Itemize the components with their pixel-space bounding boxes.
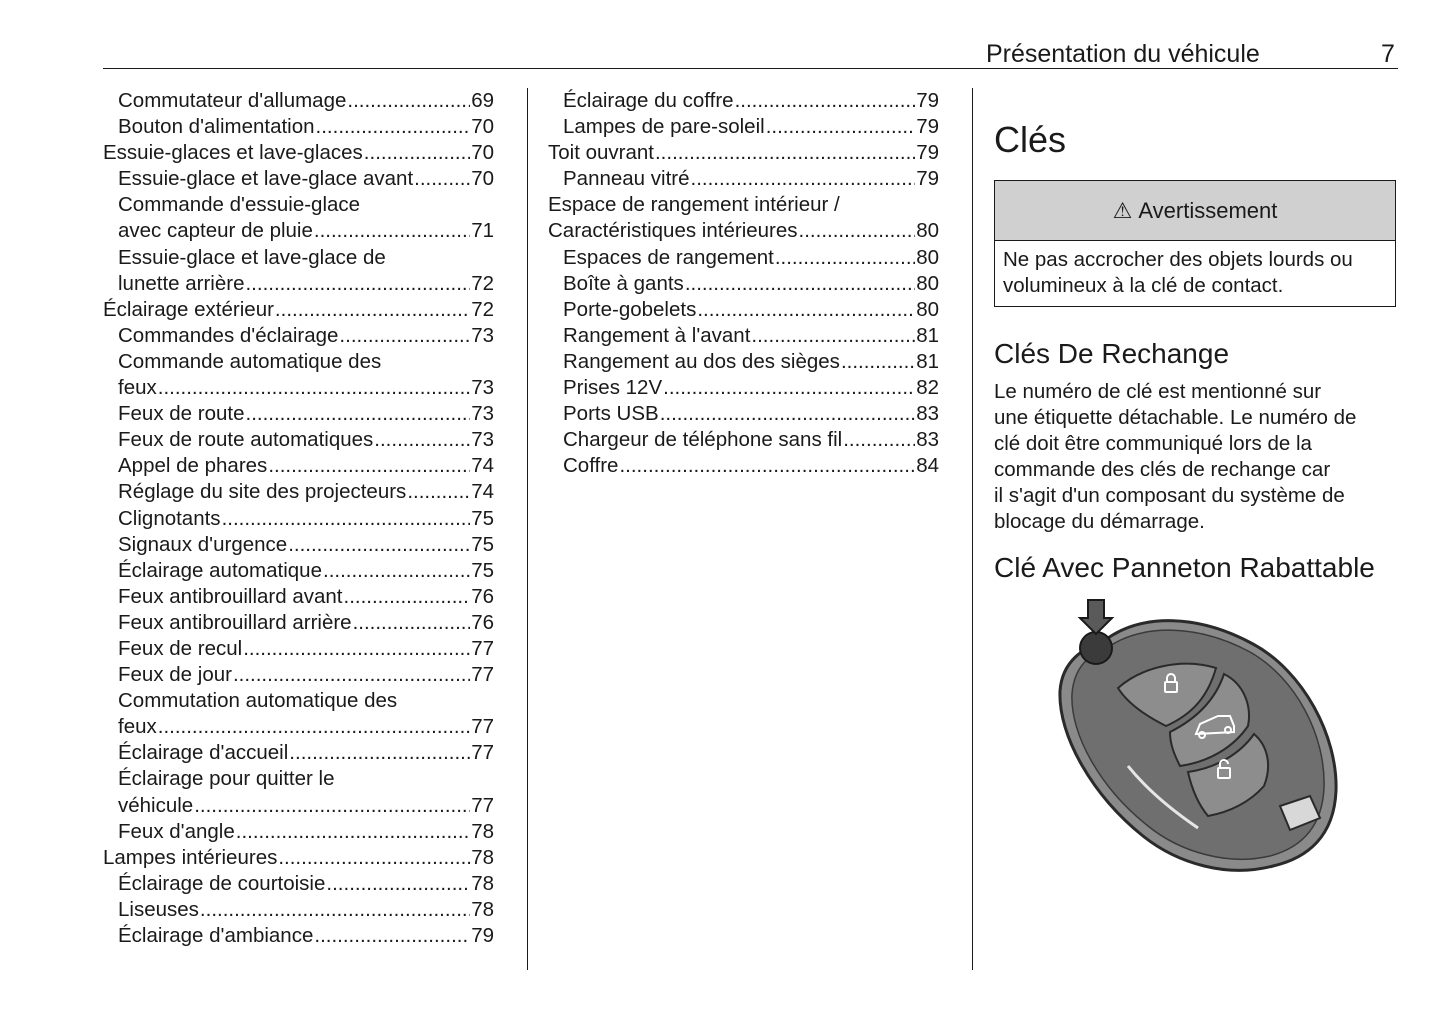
toc-entry-text: véhicule [118, 793, 194, 817]
toc-entry-text: Commutation automatique des [118, 689, 398, 713]
toc-entry-text: Essuie-glace et lave-glace de [118, 245, 386, 269]
toc-leader-dots [314, 218, 470, 244]
toc-column-left [103, 88, 494, 949]
toc-entry-page: 70 [471, 167, 494, 191]
toc-leader-dots [288, 532, 470, 558]
toc-entry-text: Commandes d'éclairage [118, 323, 339, 347]
toc-entry [103, 271, 494, 297]
toc-entry-text: Lampes de pare-soleil [563, 115, 765, 139]
toc-entry [103, 897, 494, 923]
toc-entry-text: Essuie-glace et lave-glace avant [118, 167, 414, 191]
spare-keys-paragraph [994, 379, 1398, 536]
toc-leader-dots [697, 297, 915, 323]
toc-entry [103, 845, 494, 871]
toc-entry [103, 323, 494, 349]
toc-entry-text: Commande automatique des [118, 349, 382, 373]
toc-entry [103, 479, 494, 505]
toc-entry [103, 88, 494, 114]
toc-entry-text: Rangement au dos des sièges [563, 349, 840, 373]
toc-entry-page: 70 [471, 115, 494, 139]
folding-key-illustration [1048, 596, 1348, 886]
toc-entry [103, 245, 494, 271]
toc-entry [548, 453, 939, 479]
toc-entry-page: 72 [471, 297, 494, 321]
toc-entry-page: 71 [471, 219, 494, 243]
toc-entry-text: Lampes intérieures [103, 845, 278, 869]
toc-leader-dots [660, 401, 915, 427]
toc-entry-page: 78 [471, 845, 494, 869]
toc-entry [548, 166, 939, 192]
toc-entry-text: Espace de rangement intérieur / [548, 193, 840, 217]
toc-entry-text: Toit ouvrant [548, 141, 654, 165]
toc-entry-text: Appel de phares [118, 454, 268, 478]
toc-entry-page: 80 [916, 271, 939, 295]
toc-entry-page: 73 [471, 402, 494, 426]
toc-entry-page: 73 [471, 428, 494, 452]
toc-leader-dots [245, 271, 470, 297]
folding-key-title: Clé Avec Panneton Rabattable [994, 552, 1375, 583]
header-rule [103, 68, 1398, 69]
toc-entry-text: Porte-gobelets [563, 297, 697, 321]
toc-entry-text: Liseuses [118, 897, 199, 921]
toc-entry-text: Bouton d'alimentation [118, 115, 315, 139]
toc-entry [103, 610, 494, 636]
toc-entry [548, 140, 939, 166]
toc-leader-dots [222, 506, 471, 532]
toc-entry [103, 923, 494, 949]
toc-entry-text: Rangement à l'avant [563, 323, 751, 347]
toc-entry-page: 74 [471, 480, 494, 504]
toc-leader-dots [655, 140, 915, 166]
toc-entry [103, 427, 494, 453]
toc-entry [103, 584, 494, 610]
toc-leader-dots [344, 584, 471, 610]
toc-leader-dots [735, 88, 916, 114]
toc-entry-text: Éclairage automatique [118, 558, 322, 582]
toc-leader-dots [414, 166, 470, 192]
toc-entry-text: Panneau vitré [563, 167, 690, 191]
toc-leader-dots [374, 427, 470, 453]
toc-entry [548, 114, 939, 140]
column-divider [972, 88, 973, 970]
arrow-down-icon [1080, 600, 1112, 634]
toc-entry-page: 79 [471, 924, 494, 947]
toc-entry [103, 714, 494, 740]
toc-entry [103, 192, 494, 218]
toc-entry [548, 245, 939, 271]
toc-entry-text: lunette arrière [118, 271, 245, 295]
toc-entry-page: 79 [916, 167, 939, 191]
warning-title: Avertissement [1138, 197, 1278, 223]
warning-line: volumineux à la clé de contact. [1003, 274, 1284, 297]
toc-leader-dots [407, 479, 470, 505]
toc-entry-page: 77 [471, 741, 494, 765]
toc-entry-page: 79 [916, 89, 939, 112]
toc-leader-dots [353, 610, 471, 636]
toc-entry-page: 72 [471, 271, 494, 295]
toc-entry-text: avec capteur de pluie [118, 219, 313, 243]
warning-text [995, 241, 1395, 299]
toc-entry-text: Réglage du site des projecteurs [118, 480, 407, 504]
toc-leader-dots [326, 871, 470, 897]
warning-box [994, 180, 1396, 307]
toc-entry-text: feux [118, 715, 157, 739]
toc-leader-dots [775, 245, 915, 271]
toc-entry-text: Essuie-glaces et lave-glaces [103, 141, 363, 165]
toc-leader-dots [619, 453, 915, 479]
toc-entry [103, 793, 494, 819]
toc-entry [103, 140, 494, 166]
toc-entry [103, 558, 494, 584]
toc-entry-page: 75 [471, 506, 494, 530]
toc-entry [103, 766, 494, 792]
toc-entry-page: 83 [916, 428, 939, 452]
toc-leader-dots [663, 375, 915, 401]
section-title: Clés [994, 119, 1067, 160]
toc-entry [548, 427, 939, 453]
toc-leader-dots [275, 297, 470, 323]
toc-entry-text: Feux de route automatiques [118, 428, 374, 452]
toc-entry-page: 78 [471, 871, 494, 895]
toc-entry-page: 81 [916, 349, 939, 373]
toc-entry-page: 76 [471, 584, 494, 608]
toc-entry-page: 76 [471, 610, 494, 634]
toc-entry [548, 218, 939, 244]
toc-entry-page: 78 [471, 897, 494, 921]
toc-entry-text: Caractéristiques intérieures [548, 219, 798, 243]
toc-leader-dots [799, 218, 916, 244]
toc-entry-page: 73 [471, 323, 494, 347]
warning-line: Ne pas accrocher des objets lourds ou [1003, 248, 1353, 271]
toc-entry [548, 349, 939, 375]
paragraph-line: clé doit être communiqué lors de la [994, 432, 1312, 456]
toc-entry [103, 218, 494, 244]
toc-entry-page: 75 [471, 532, 494, 556]
toc-entry-page: 80 [916, 219, 939, 243]
toc-leader-dots [841, 349, 915, 375]
toc-entry-page: 79 [916, 141, 939, 165]
toc-entry-text: Feux d'angle [118, 819, 235, 843]
toc-entry-page: 84 [916, 454, 939, 478]
toc-entry-page: 78 [471, 819, 494, 843]
toc-entry-page: 81 [916, 323, 939, 347]
toc-entry-page: 77 [471, 663, 494, 687]
toc-entry-text: Commande d'essuie-glace [118, 193, 361, 217]
toc-entry-text: Feux de recul [118, 636, 243, 660]
toc-entry-text: Commutateur d'allumage [118, 89, 347, 112]
toc-leader-dots [289, 740, 470, 766]
toc-entry-page: 82 [916, 376, 939, 400]
toc-entry [548, 401, 939, 427]
toc-entry [103, 506, 494, 532]
toc-entry-page: 83 [916, 402, 939, 426]
toc-leader-dots [339, 323, 470, 349]
toc-leader-dots [233, 662, 470, 688]
toc-entry [103, 636, 494, 662]
toc-entry-text: Clignotants [118, 506, 221, 530]
toc-leader-dots [200, 897, 470, 923]
toc-leader-dots [364, 140, 470, 166]
toc-leader-dots [316, 114, 471, 140]
paragraph-line: Le numéro de clé est mentionné sur [994, 380, 1322, 403]
toc-entry-text: Signaux d'urgence [118, 532, 288, 556]
toc-entry-text: Feux antibrouillard avant [118, 584, 343, 608]
toc-column-middle [548, 88, 939, 479]
toc-entry [103, 114, 494, 140]
warning-header [995, 181, 1395, 241]
warning-triangle-icon: ⚠ [1112, 197, 1133, 223]
toc-entry [103, 453, 494, 479]
toc-entry [548, 192, 939, 218]
toc-entry-page: 80 [916, 297, 939, 321]
toc-entry-text: feux [118, 376, 157, 400]
toc-leader-dots [278, 845, 470, 871]
column-divider [527, 88, 528, 970]
toc-entry [103, 401, 494, 427]
toc-entry-page: 75 [471, 558, 494, 582]
release-button [1080, 632, 1112, 664]
toc-entry-page: 77 [471, 793, 494, 817]
toc-entry [548, 375, 939, 401]
toc-leader-dots [236, 819, 470, 845]
toc-entry-page: 79 [916, 115, 939, 139]
toc-leader-dots [158, 714, 470, 740]
spare-keys-title: Clés De Rechange [994, 338, 1230, 369]
toc-entry [548, 323, 939, 349]
toc-entry-text: Éclairage extérieur [103, 297, 274, 321]
toc-entry-text: Éclairage d'ambiance [118, 924, 314, 947]
toc-leader-dots [246, 401, 471, 427]
toc-leader-dots [843, 427, 915, 453]
toc-leader-dots [685, 271, 915, 297]
toc-leader-dots [347, 88, 470, 114]
toc-entry [103, 688, 494, 714]
toc-entry [103, 297, 494, 323]
toc-entry-text: Éclairage de courtoisie [118, 871, 326, 895]
toc-entry-text: Éclairage du coffre [563, 89, 734, 112]
toc-entry-page: 74 [471, 454, 494, 478]
toc-entry-text: Espaces de rangement [563, 245, 774, 269]
toc-entry [548, 88, 939, 114]
paragraph-line: il s'agit d'un composant du système de [994, 484, 1345, 508]
toc-leader-dots [323, 558, 470, 584]
toc-entry-text: Éclairage pour quitter le [118, 767, 335, 791]
toc-entry-text: Feux de route [118, 402, 245, 426]
toc-entry-text: Éclairage d'accueil [118, 741, 289, 765]
toc-entry-page: 77 [471, 715, 494, 739]
toc-leader-dots [194, 793, 470, 819]
toc-entry [548, 271, 939, 297]
toc-leader-dots [268, 453, 470, 479]
toc-entry [548, 297, 939, 323]
paragraph-line: commande des clés de rechange car [994, 458, 1331, 482]
toc-entry [103, 871, 494, 897]
toc-entry-text: Boîte à gants [563, 271, 684, 295]
toc-entry-text: Coffre [563, 454, 619, 478]
paragraph-line: blocage du démarrage. [994, 510, 1205, 534]
toc-entry-text: Feux antibrouillard arrière [118, 610, 352, 634]
toc-entry [103, 819, 494, 845]
toc-leader-dots [691, 166, 916, 192]
toc-entry-page: 80 [916, 245, 939, 269]
toc-leader-dots [243, 636, 470, 662]
toc-entry-page: 69 [471, 89, 494, 112]
page-number: 7 [1381, 40, 1395, 68]
toc-entry [103, 375, 494, 401]
toc-leader-dots [766, 114, 915, 140]
toc-entry-page: 77 [471, 636, 494, 660]
toc-entry [103, 662, 494, 688]
toc-entry [103, 532, 494, 558]
toc-entry-page: 73 [471, 376, 494, 400]
toc-leader-dots [751, 323, 915, 349]
toc-entry-text: Prises 12V [563, 376, 663, 400]
toc-entry [103, 349, 494, 375]
toc-entry-text: Feux de jour [118, 663, 232, 687]
toc-entry [103, 166, 494, 192]
paragraph-line: une étiquette détachable. Le numéro de [994, 406, 1357, 430]
header-title: Présentation du véhicule [986, 40, 1260, 68]
toc-entry [103, 740, 494, 766]
toc-leader-dots [158, 375, 470, 401]
toc-entry-text: Ports USB [563, 402, 659, 426]
toc-entry-text: Chargeur de téléphone sans fil [563, 428, 843, 452]
toc-leader-dots [314, 923, 470, 949]
toc-entry-page: 70 [471, 141, 494, 165]
